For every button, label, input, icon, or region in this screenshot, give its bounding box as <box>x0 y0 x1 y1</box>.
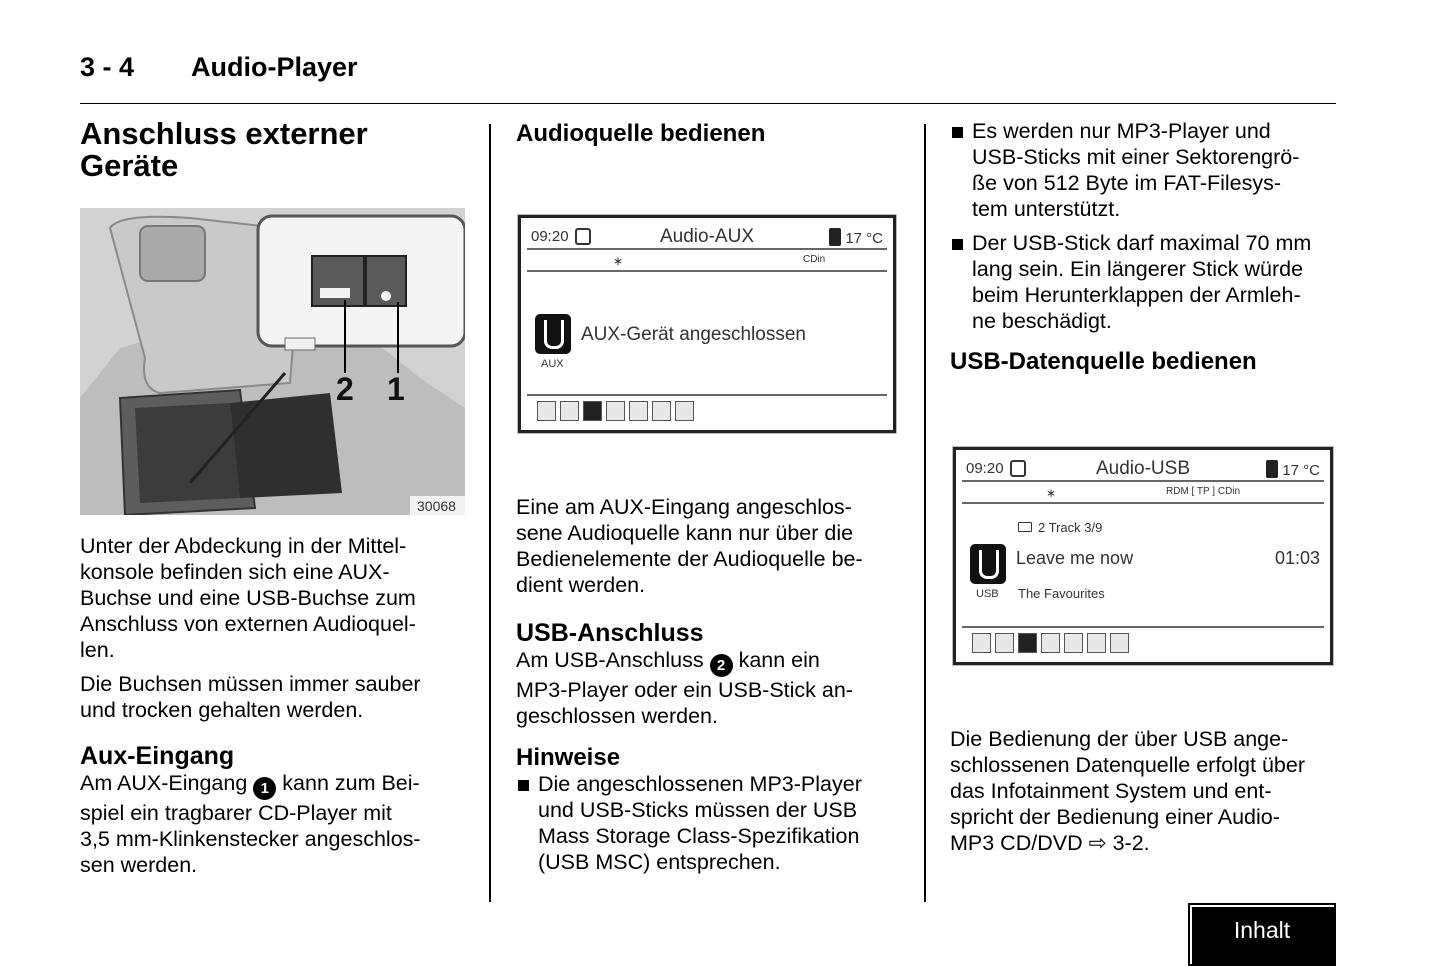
text-line: Die angeschlossenen MP3-Player <box>538 772 862 796</box>
armrest-photo <box>80 208 465 515</box>
text-line: len. <box>80 638 115 662</box>
column-divider <box>489 124 491 902</box>
usb-display-screen <box>953 447 1333 665</box>
text-line: Die Buchsen müssen immer sauber <box>80 672 421 696</box>
usb-heading: USB-Anschluss <box>516 619 704 647</box>
bullet-item <box>950 118 1336 222</box>
phone-icon <box>675 401 694 421</box>
callout-number-2: 2 <box>710 654 733 677</box>
section-heading-line: Anschluss externer <box>80 116 368 151</box>
song-title: Leave me now <box>1016 548 1134 568</box>
text-line: ne beschädigt. <box>972 309 1112 333</box>
reference-arrow-icon: ⇨ <box>1088 831 1107 855</box>
screen-time: 09:20 <box>531 228 569 245</box>
audio-source-heading: Audioquelle bedienen <box>516 120 766 147</box>
intro-paragraph <box>80 533 465 663</box>
screen-icon-bar <box>527 394 887 424</box>
text-line: ße von 512 Byte im FAT-Filesys- <box>972 171 1282 195</box>
aux-operation-paragraph <box>516 494 901 598</box>
sound-icon <box>629 401 648 421</box>
elapsed-time: 01:03 <box>1274 548 1320 568</box>
screen-status-bar <box>527 250 887 272</box>
aux-heading: Aux-Eingang <box>80 742 235 770</box>
bullet-item <box>950 230 1336 334</box>
thermometer-icon <box>829 228 841 246</box>
photo-label-2: 2 <box>336 371 354 407</box>
sound-icon <box>1064 633 1083 653</box>
column-left <box>80 118 465 182</box>
hinweise-heading: Hinweise <box>516 744 621 771</box>
column-left-text <box>80 533 465 878</box>
screen-time: 09:20 <box>966 460 1004 477</box>
text-line: lang sein. Ein längerer Stick würde <box>972 257 1304 281</box>
inhalt-button[interactable] <box>1188 903 1336 966</box>
screen-main <box>527 274 887 396</box>
audio-icon <box>537 401 556 421</box>
temperature-value: 17 °C <box>1282 462 1320 479</box>
photo-label-1: 1 <box>387 371 405 407</box>
temperature-value: 17 °C <box>845 230 883 247</box>
text-line: Mass Storage Class-Spezifikation <box>538 824 860 848</box>
text-line: (USB MSC) entsprechen. <box>538 850 781 874</box>
text-line: spricht der Bedienung einer Audio- <box>950 805 1280 829</box>
text-line: Unter der Abdeckung in der Mittel- <box>80 534 407 558</box>
navigation-icon <box>1041 633 1060 653</box>
screen-title: Audio-USB <box>1096 458 1190 479</box>
photo-code: 30068 <box>417 498 456 514</box>
status-indicators: RDM [ TP ] CDin <box>1166 486 1241 497</box>
text-line: tem unterstützt. <box>972 197 1121 221</box>
text-line: und trocken gehalten werden. <box>80 698 364 722</box>
text-line: das Infotainment System und ent- <box>950 779 1272 803</box>
text-line: sene Audioquelle kann nur über die <box>516 521 854 545</box>
callout-number-1: 1 <box>253 777 276 800</box>
screen-status-bar <box>962 482 1324 504</box>
text-line: Am AUX-Eingang <box>80 771 248 795</box>
track-info: 2 Track 3/9 <box>1038 520 1103 535</box>
screen-temperature <box>829 228 883 247</box>
aux-icon <box>1018 633 1037 653</box>
column-middle <box>516 118 901 147</box>
text-line: spiel ein tragbarer CD-Player mit <box>80 801 392 825</box>
usb-data-source-heading: USB-Datenquelle bedienen <box>950 348 1257 375</box>
artist-name: The Favourites <box>1018 586 1105 601</box>
text-line: MP3-Player oder ein USB-Stick an- <box>516 678 853 702</box>
source-label: AUX <box>541 358 564 370</box>
folder-icon <box>1018 522 1032 532</box>
text-line: Buchse und eine USB-Buchse zum <box>80 586 416 610</box>
text-line: USB-Sticks mit einer Sektorengrö- <box>972 145 1300 169</box>
column-right-text <box>950 726 1336 856</box>
text-line: und USB-Sticks müssen der USB <box>538 798 858 822</box>
text-line: beim Herunterklappen der Armleh- <box>972 283 1301 307</box>
text-line: dient werden. <box>516 573 646 597</box>
screen-temperature <box>1266 460 1320 479</box>
text-line: konsole befinden sich eine AUX- <box>80 560 390 584</box>
text-line: kann ein <box>738 648 820 672</box>
settings-icon <box>1087 633 1106 653</box>
screen-top-bar <box>527 224 887 250</box>
text-line: Die Bedienung der über USB ange- <box>950 727 1289 751</box>
section-heading <box>80 118 465 182</box>
page-reference-link[interactable]: 3-2. <box>1112 831 1150 855</box>
thermometer-icon <box>1266 460 1278 478</box>
audio-icon <box>972 633 991 653</box>
bluetooth-icon: ∗ <box>613 254 624 268</box>
text-line: MP3 CD/DVD <box>950 831 1083 855</box>
screen-icon-bar <box>962 626 1324 656</box>
text-line: Eine am AUX-Eingang angeschlos- <box>516 495 852 519</box>
aux-icon <box>583 401 602 421</box>
text-line: 3,5 mm-Klinkenstecker angeschlos- <box>80 827 421 851</box>
screen-top-bar <box>962 456 1324 482</box>
phone-icon <box>1110 633 1129 653</box>
text-line: Es werden nur MP3-Player und <box>972 119 1271 143</box>
usb-source-icon <box>970 544 1006 584</box>
inhalt-button-label: Inhalt <box>1233 917 1291 943</box>
usb-paragraph <box>516 647 901 729</box>
text-line: kann zum Bei- <box>282 771 420 795</box>
cd-icon <box>995 633 1014 653</box>
text-line: Anschluss von externen Audioquel- <box>80 612 416 636</box>
text-line: Bedienelemente der Audioquelle be- <box>516 547 863 571</box>
cdin-indicator: CDin <box>803 254 826 265</box>
column-middle-text <box>516 494 901 875</box>
usb-operation-paragraph <box>950 726 1336 856</box>
bullet-item <box>516 771 901 875</box>
column-divider <box>924 124 926 902</box>
text-line: Der USB-Stick darf maximal 70 mm <box>972 231 1312 255</box>
source-label: USB <box>976 588 999 600</box>
aux-message: AUX-Gerät angeschlossen <box>581 324 806 345</box>
cd-icon <box>560 401 579 421</box>
settings-icon <box>652 401 671 421</box>
page-header <box>80 52 1336 104</box>
text-line: Am USB-Anschluss <box>516 648 704 672</box>
column-right <box>950 118 1336 375</box>
bluetooth-icon: ∗ <box>1046 486 1057 500</box>
screen-main <box>962 506 1324 628</box>
aux-display-screen <box>518 215 896 433</box>
page-number: 3 - 4 <box>80 52 135 82</box>
aux-source-icon <box>535 314 571 354</box>
chapter-title: Audio-Player <box>191 52 358 82</box>
text-line: geschlossen werden. <box>516 704 718 728</box>
navigation-icon <box>606 401 625 421</box>
screen-title: Audio-AUX <box>660 226 754 247</box>
section-heading-line: Geräte <box>80 148 179 183</box>
text-line: schlossenen Datenquelle erfolgt über <box>950 753 1305 777</box>
care-paragraph <box>80 671 465 723</box>
aux-paragraph <box>80 770 465 878</box>
text-line: sen werden. <box>80 853 198 877</box>
